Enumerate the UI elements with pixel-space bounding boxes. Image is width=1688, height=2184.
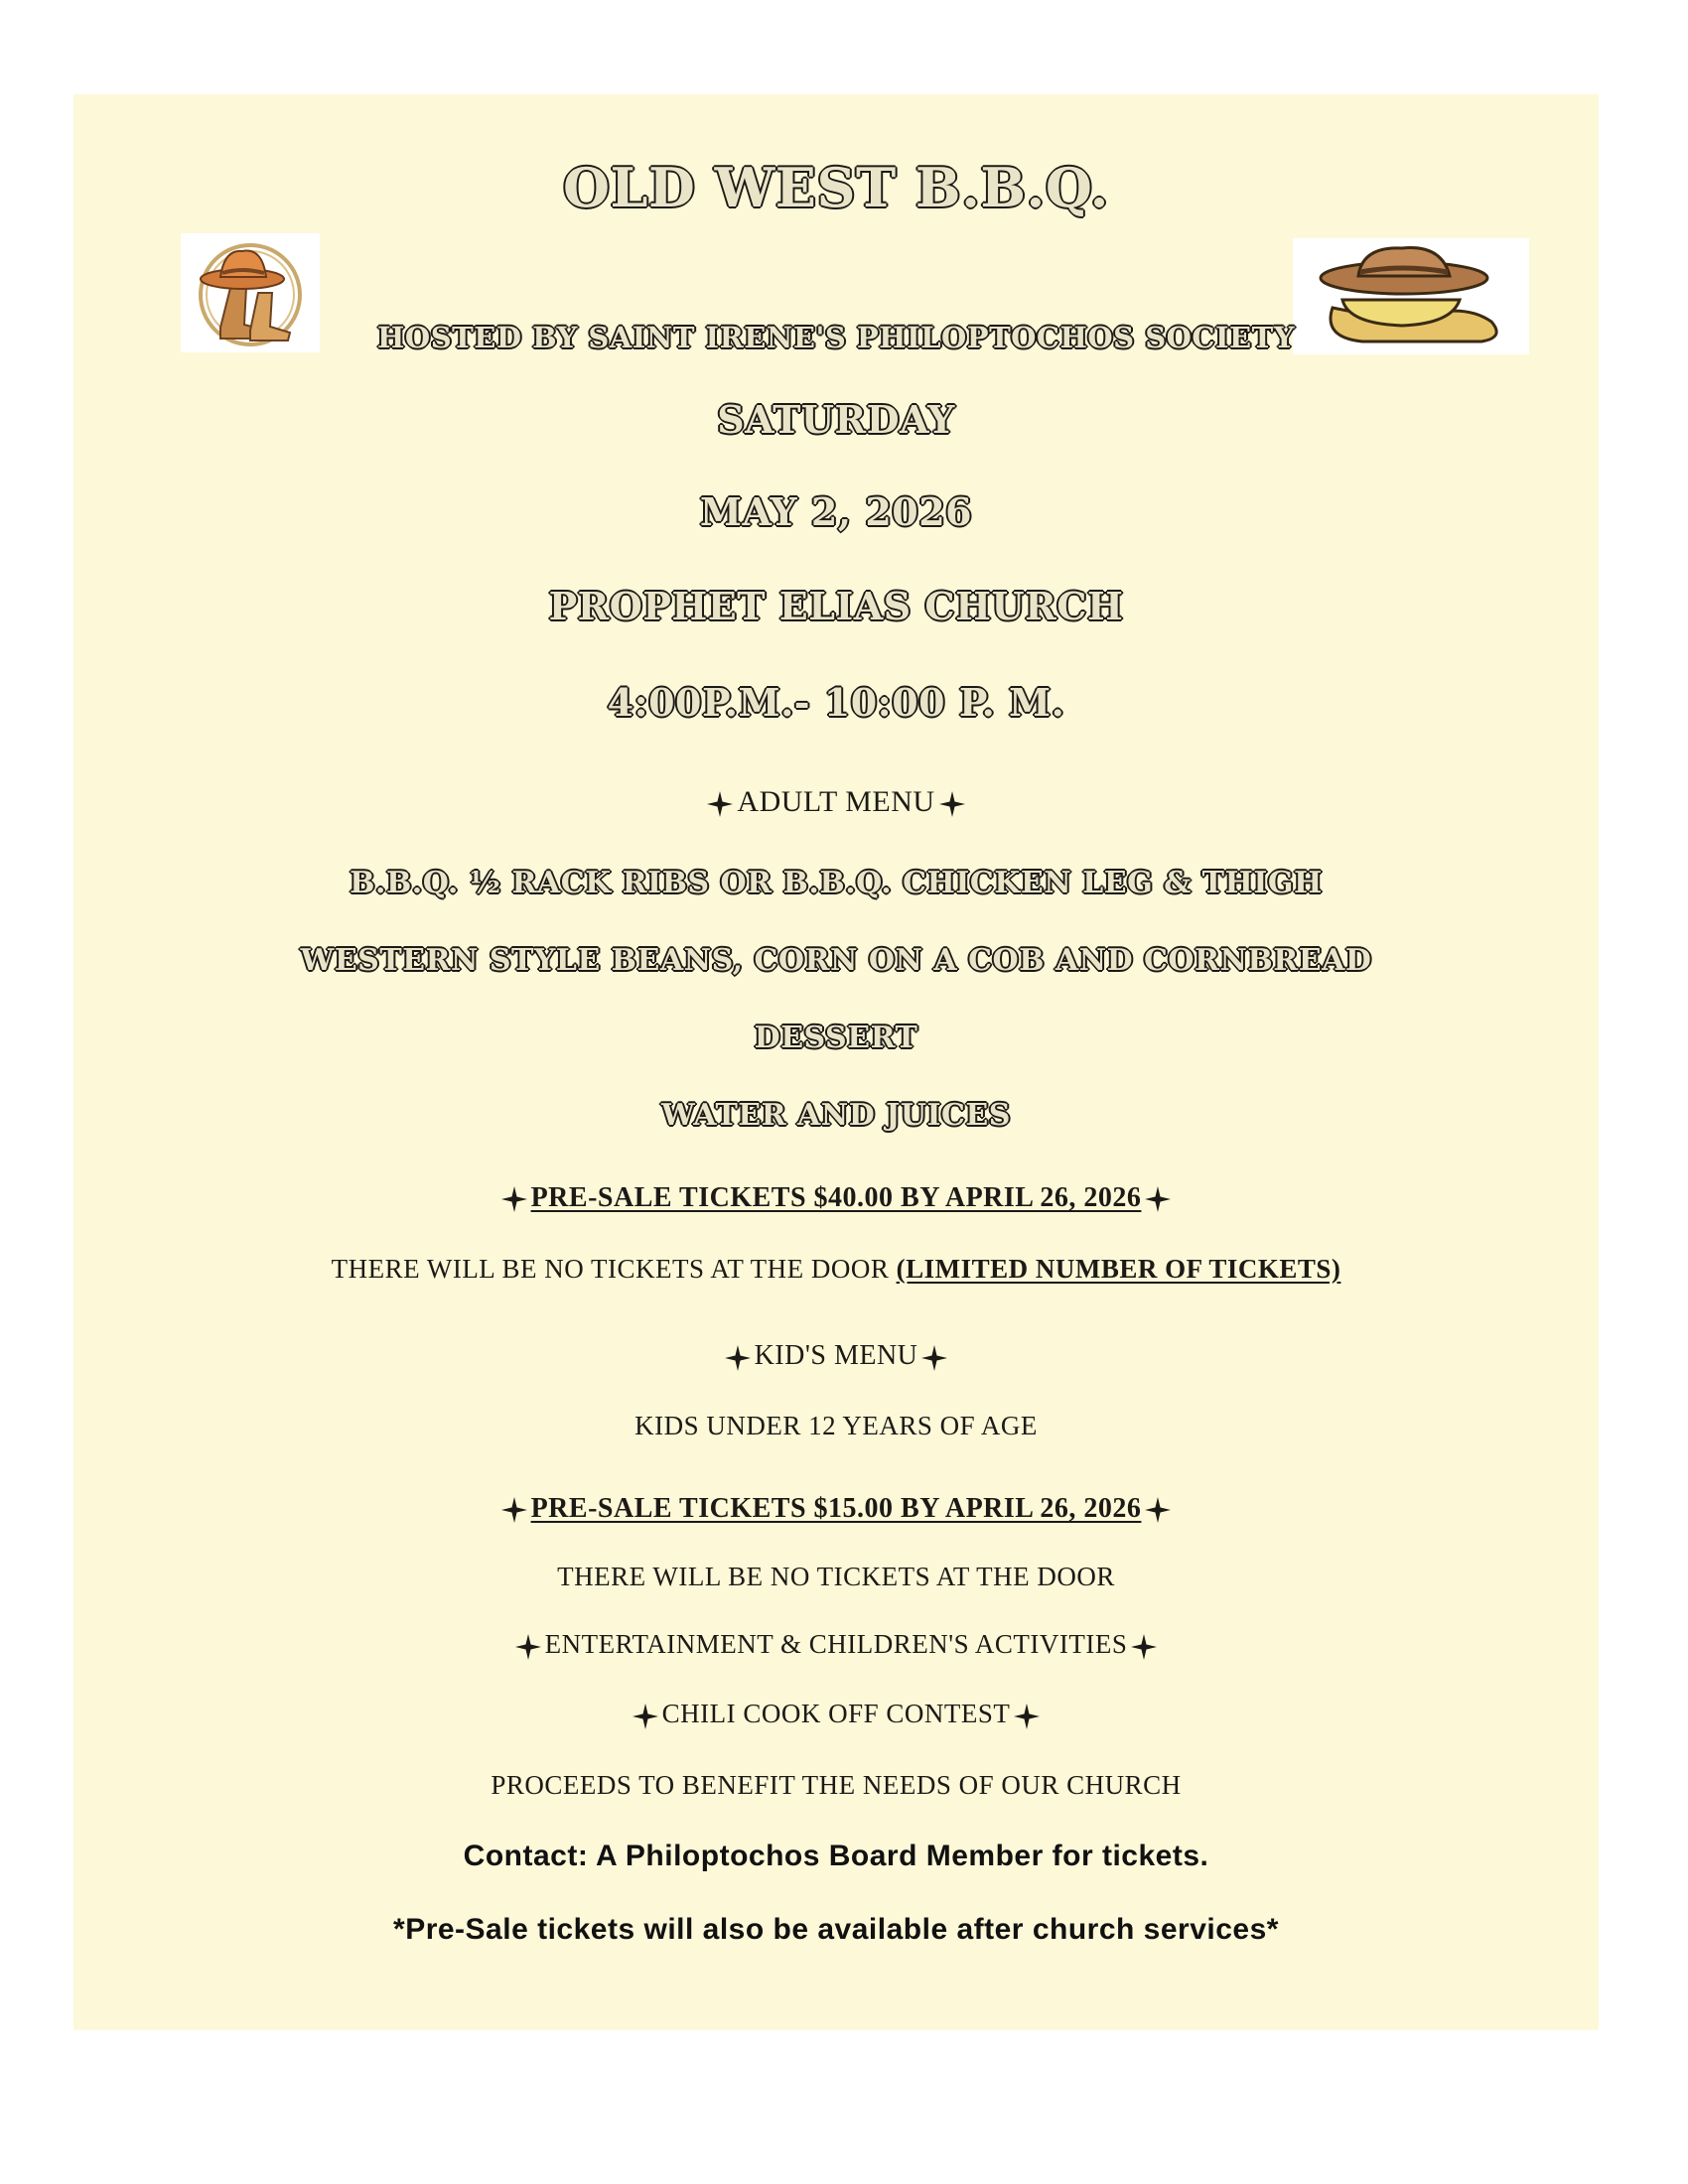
entertainment-label: ENTERTAINMENT & CHILDREN'S ACTIVITIES [544, 1629, 1128, 1659]
menu-item-dessert: DESSERT [754, 1021, 918, 1055]
four-point-star-icon [1012, 1702, 1042, 1731]
adult-ticket-line [73, 1180, 1599, 1214]
adult-door-note-line [73, 1254, 1599, 1285]
four-point-star-icon [1129, 1632, 1159, 1662]
kids-menu-heading [73, 1340, 1599, 1373]
four-point-star-icon [499, 1495, 529, 1525]
page-title: OLD WEST B.B.Q. [563, 156, 1109, 219]
contact-note: Contact: A Philoptochos Board Member for tickets. [463, 1840, 1209, 1872]
proceeds-note: PROCEEDS TO BENEFIT THE NEEDS OF OUR CHURCH [491, 1770, 1182, 1800]
menu-item-sides: WESTERN STYLE BEANS, CORN ON A COB AND CORNBREAD [300, 943, 1372, 978]
adult-ticket-price: PRE-SALE TICKETS $40.00 BY APRIL 26, 2026 [530, 1182, 1142, 1213]
four-point-star-icon [705, 789, 735, 819]
four-point-star-icon [723, 1343, 753, 1373]
four-point-star-icon [499, 1184, 529, 1214]
limited-tickets-note: (LIMITED NUMBER OF TICKETS) [896, 1254, 1341, 1284]
four-point-star-icon [1143, 1184, 1173, 1214]
kids-ticket-line [73, 1491, 1599, 1525]
entertainment-line [73, 1629, 1599, 1662]
event-time: 4:00P.M.- 10:00 P. M. [607, 680, 1065, 725]
kids-door-note: THERE WILL BE NO TICKETS AT THE DOOR [557, 1562, 1115, 1591]
four-point-star-icon [631, 1702, 660, 1731]
presale-note: *Pre-Sale tickets will also be available after church services* [393, 1913, 1279, 1946]
four-point-star-icon [937, 789, 967, 819]
menu-item-drinks: WATER AND JUICES [661, 1098, 1011, 1133]
kids-ticket-price: PRE-SALE TICKETS $15.00 BY APRIL 26, 2026 [530, 1493, 1142, 1524]
event-date: MAY 2, 2026 [699, 489, 973, 534]
chili-label: CHILI COOK OFF CONTEST [661, 1699, 1011, 1728]
four-point-star-icon [513, 1632, 543, 1662]
host-line: HOSTED BY SAINT IRENE'S PHILOPTOCHOS SOCIETY [377, 321, 1295, 354]
kids-menu-label: KID'S MENU [754, 1340, 918, 1371]
adult-menu-label: ADULT MENU [737, 785, 935, 818]
event-day: SATURDAY [717, 397, 955, 442]
menu-item-ribs: B.B.Q. ½ RACK RIBS OR B.B.Q. CHICKEN LEG & THIGH [350, 866, 1323, 900]
four-point-star-icon [1143, 1495, 1173, 1525]
four-point-star-icon [919, 1343, 949, 1373]
kids-age-note: KIDS UNDER 12 YEARS OF AGE [634, 1411, 1038, 1440]
chili-line [73, 1699, 1599, 1731]
flyer [73, 94, 1599, 2030]
event-venue: PROPHET ELIAS CHURCH [548, 584, 1124, 628]
adult-door-note: THERE WILL BE NO TICKETS AT THE DOOR [331, 1254, 890, 1284]
adult-menu-heading [73, 785, 1599, 819]
